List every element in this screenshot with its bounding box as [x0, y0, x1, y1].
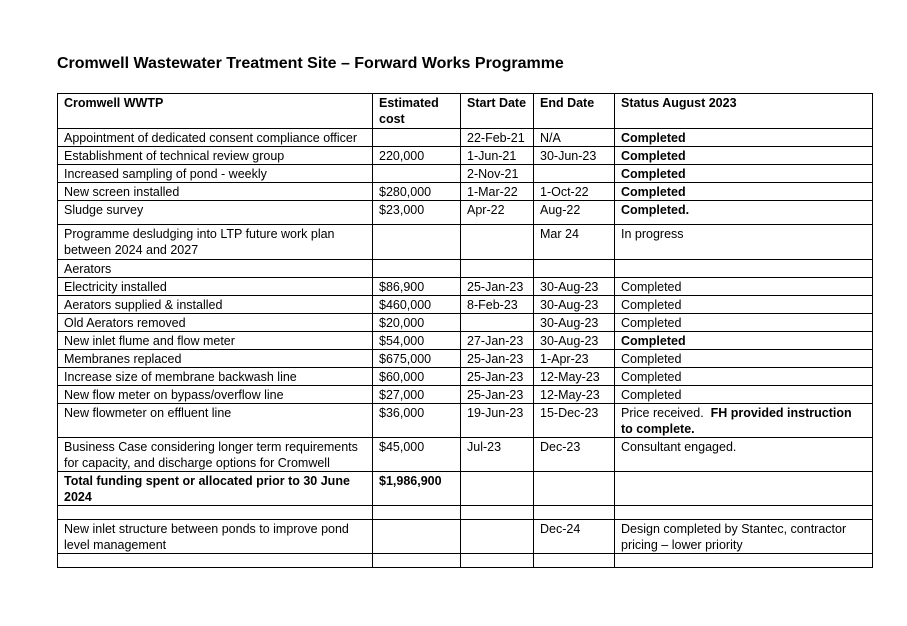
start-cell: 25-Jan-23 [461, 278, 534, 296]
table-row [58, 278, 873, 296]
total-cost-cell: $1,986,900 [373, 472, 461, 506]
start-cell: 22-Feb-21 [461, 129, 534, 147]
cost-cell: $27,000 [373, 386, 461, 404]
table-row [58, 386, 873, 404]
end-cell: 30-Jun-23 [534, 147, 615, 165]
start-cell [461, 554, 534, 568]
cost-cell: $54,000 [373, 332, 461, 350]
table-row [58, 314, 873, 332]
status-cell [615, 554, 873, 568]
header-cost: Estimated cost [373, 94, 461, 129]
item-cell: Increase size of membrane backwash line [58, 368, 373, 386]
item-cell: New flowmeter on effluent line [58, 404, 373, 438]
start-cell: 1-Mar-22 [461, 183, 534, 201]
cost-cell: $36,000 [373, 404, 461, 438]
end-cell: N/A [534, 129, 615, 147]
table-row [58, 554, 873, 568]
table-row [58, 260, 873, 278]
start-cell: 25-Jan-23 [461, 350, 534, 368]
item-cell [58, 554, 373, 568]
cost-cell: $280,000 [373, 183, 461, 201]
cost-cell: 220,000 [373, 147, 461, 165]
table-row [58, 438, 873, 472]
end-cell [534, 554, 615, 568]
table-row [58, 332, 873, 350]
status-cell: In progress [615, 225, 873, 260]
end-cell: 1-Apr-23 [534, 350, 615, 368]
table-row [58, 183, 873, 201]
start-cell: 25-Jan-23 [461, 386, 534, 404]
cost-cell: $675,000 [373, 350, 461, 368]
works-programme-table [57, 93, 873, 568]
item-cell: Business Case considering longer term requirements for capacity, and discharge options for Cromwell [58, 438, 373, 472]
start-cell [461, 225, 534, 260]
status-cell: Completed [615, 314, 873, 332]
item-cell: Increased sampling of pond - weekly [58, 165, 373, 183]
header-status: Status August 2023 [615, 94, 873, 129]
table-row [58, 520, 873, 554]
end-cell: 15-Dec-23 [534, 404, 615, 438]
item-cell: Aerators [58, 260, 373, 278]
item-cell [58, 506, 373, 520]
status-cell: Completed [615, 368, 873, 386]
status-cell: Completed [615, 332, 873, 350]
item-cell: New screen installed [58, 183, 373, 201]
end-cell: 12-May-23 [534, 368, 615, 386]
cost-cell [373, 554, 461, 568]
status-text: Price received. [621, 406, 704, 420]
header-start: Start Date [461, 94, 534, 129]
item-cell: Membranes replaced [58, 350, 373, 368]
header-end: End Date [534, 94, 615, 129]
item-cell: Programme desludging into LTP future work plan between 2024 and 2027 [58, 225, 373, 260]
cost-cell [373, 506, 461, 520]
start-cell [461, 520, 534, 554]
item-cell: Sludge survey [58, 201, 373, 225]
item-cell: Appointment of dedicated consent compliance officer [58, 129, 373, 147]
end-cell: 1-Oct-22 [534, 183, 615, 201]
cost-cell: $60,000 [373, 368, 461, 386]
start-cell [461, 314, 534, 332]
end-cell: 30-Aug-23 [534, 314, 615, 332]
status-cell: Completed [615, 296, 873, 314]
status-cell [615, 404, 873, 438]
total-row [58, 472, 873, 506]
cost-cell [373, 165, 461, 183]
status-cell: Consultant engaged. [615, 438, 873, 472]
end-cell [534, 260, 615, 278]
item-cell: Old Aerators removed [58, 314, 373, 332]
start-cell [461, 472, 534, 506]
end-cell: Dec-24 [534, 520, 615, 554]
start-cell [461, 260, 534, 278]
cost-cell: $23,000 [373, 201, 461, 225]
cost-cell [373, 225, 461, 260]
cost-cell: $45,000 [373, 438, 461, 472]
start-cell: 2-Nov-21 [461, 165, 534, 183]
status-cell: Completed [615, 129, 873, 147]
start-cell: 8-Feb-23 [461, 296, 534, 314]
header-item: Cromwell WWTP [58, 94, 373, 129]
status-cell: Completed [615, 147, 873, 165]
item-cell: New inlet structure between ponds to improve pond level management [58, 520, 373, 554]
table-row [58, 368, 873, 386]
table-row [58, 506, 873, 520]
start-cell: Apr-22 [461, 201, 534, 225]
status-cell [615, 260, 873, 278]
end-cell: 30-Aug-23 [534, 278, 615, 296]
table-row [58, 165, 873, 183]
table-row [58, 129, 873, 147]
start-cell: 19-Jun-23 [461, 404, 534, 438]
item-cell: New inlet flume and flow meter [58, 332, 373, 350]
table-row [58, 350, 873, 368]
start-cell: 1-Jun-21 [461, 147, 534, 165]
end-cell: 30-Aug-23 [534, 296, 615, 314]
end-cell [534, 472, 615, 506]
page-title: Cromwell Wastewater Treatment Site – Forward Works Programme [57, 55, 564, 72]
end-cell [534, 165, 615, 183]
start-cell: Jul-23 [461, 438, 534, 472]
status-cell: Completed [615, 386, 873, 404]
table-header-row [58, 94, 873, 129]
cost-cell: $460,000 [373, 296, 461, 314]
start-cell [461, 506, 534, 520]
start-cell: 25-Jan-23 [461, 368, 534, 386]
table-row [58, 296, 873, 314]
end-cell: 12-May-23 [534, 386, 615, 404]
item-cell: Aerators supplied & installed [58, 296, 373, 314]
status-cell [615, 506, 873, 520]
status-cell: Completed [615, 165, 873, 183]
end-cell: 30-Aug-23 [534, 332, 615, 350]
item-cell: Electricity installed [58, 278, 373, 296]
status-cell [615, 472, 873, 506]
end-cell [534, 506, 615, 520]
end-cell: Mar 24 [534, 225, 615, 260]
cost-cell: $20,000 [373, 314, 461, 332]
table-row [58, 147, 873, 165]
item-cell: New flow meter on bypass/overflow line [58, 386, 373, 404]
status-cell: Completed [615, 350, 873, 368]
status-instruction: FH provided instruction to complete. [621, 406, 852, 436]
end-cell: Dec-23 [534, 438, 615, 472]
table-row [58, 225, 873, 260]
cost-cell: $86,900 [373, 278, 461, 296]
status-cell: Completed. [615, 201, 873, 225]
item-cell: Establishment of technical review group [58, 147, 373, 165]
cost-cell [373, 520, 461, 554]
status-cell: Completed [615, 183, 873, 201]
table-row [58, 404, 873, 438]
start-cell: 27-Jan-23 [461, 332, 534, 350]
status-cell: Design completed by Stantec, contractor pricing – lower priority [615, 520, 873, 554]
total-label-cell: Total funding spent or allocated prior to 30 June 2024 [58, 472, 373, 506]
cost-cell [373, 129, 461, 147]
table-row [58, 201, 873, 225]
cost-cell [373, 260, 461, 278]
end-cell: Aug-22 [534, 201, 615, 225]
status-cell: Completed [615, 278, 873, 296]
